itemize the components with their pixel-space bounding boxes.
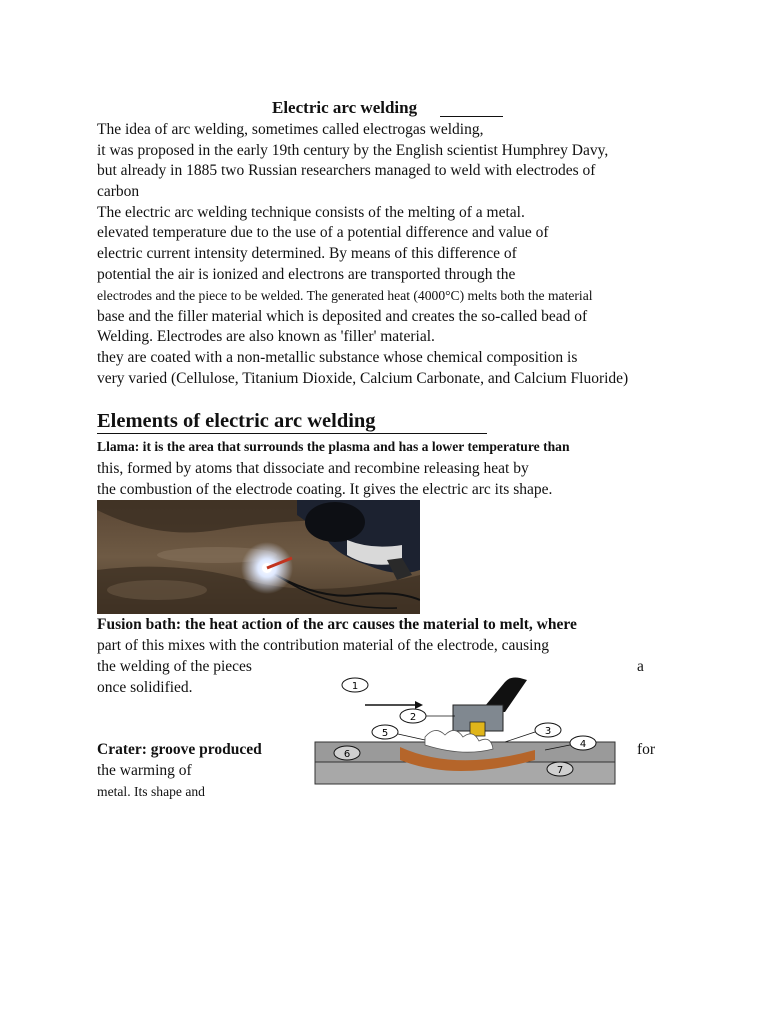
intro-line: it was proposed in the early 19th century by the English scientist Humphrey Davy, bbox=[97, 142, 609, 159]
document-title: Electric arc welding bbox=[272, 98, 418, 117]
intro-line: electrodes and the piece to be welded. The generated heat (4000°C) melts both the material bbox=[97, 288, 593, 303]
intro-line: The idea of arc welding, sometimes called electrogas welding, bbox=[97, 121, 484, 138]
callout-label-6: 6 bbox=[343, 749, 351, 760]
intro-line: they are coated with a non-metallic substance whose chemical composition is bbox=[97, 349, 578, 366]
welding-photo bbox=[97, 500, 420, 614]
callout-label-1: 1 bbox=[351, 681, 359, 692]
llama-heading: Llama: it is the area that surrounds the plasma and has a lower temperature than bbox=[97, 439, 570, 454]
intro-line: potential the air is ionized and electrons are transported through the bbox=[97, 266, 516, 283]
callout-label-5: 5 bbox=[381, 728, 389, 739]
title-underline-rule bbox=[440, 116, 503, 117]
crater-line: the warming of bbox=[97, 762, 192, 779]
fusion-heading: Fusion bath: the heat action of the arc causes the material to melt, where bbox=[97, 616, 577, 633]
callout-label-7: 7 bbox=[556, 765, 564, 776]
llama-line: the combustion of the electrode coating. It gives the electric arc its shape. bbox=[97, 481, 553, 498]
intro-line: electric current intensity determined. By means of this difference of bbox=[97, 245, 517, 262]
intro-line: carbon bbox=[97, 183, 140, 200]
crater-trailing-word: for bbox=[637, 741, 656, 758]
travel-direction-arrowhead bbox=[415, 701, 423, 709]
fusion-line: once solidified. bbox=[97, 679, 193, 696]
fusion-line: the welding of the pieces bbox=[97, 658, 252, 675]
arc-welding-diagram bbox=[305, 672, 625, 787]
intro-line: very varied (Cellulose, Titanium Dioxide, Calcium Carbonate, and Calcium Fluoride) bbox=[97, 370, 629, 387]
intro-line: but already in 1885 two Russian researchers managed to weld with electrodes of bbox=[97, 162, 596, 179]
intro-line: base and the filler material which is deposited and creates the so-called bead of bbox=[97, 308, 588, 325]
callout-label-3: 3 bbox=[544, 726, 552, 737]
intro-line: Welding. Electrodes are also known as 'filler' material. bbox=[97, 328, 435, 345]
fusion-line: part of this mixes with the contribution material of the electrode, causing bbox=[97, 637, 549, 654]
intro-line: elevated temperature due to the use of a potential difference and value of bbox=[97, 224, 549, 241]
section-heading-underline bbox=[97, 433, 487, 434]
crater-heading: Crater: groove produced bbox=[97, 741, 262, 758]
callout-label-2: 2 bbox=[409, 712, 417, 723]
fusion-trailing-word: a bbox=[637, 658, 644, 675]
callout-label-4: 4 bbox=[579, 739, 587, 750]
intro-line: The electric arc welding technique consists of the melting of a metal. bbox=[97, 204, 525, 221]
section-heading: Elements of electric arc welding bbox=[97, 410, 376, 432]
crater-line: metal. Its shape and bbox=[97, 784, 205, 799]
llama-line: this, formed by atoms that dissociate and recombine releasing heat by bbox=[97, 460, 529, 477]
